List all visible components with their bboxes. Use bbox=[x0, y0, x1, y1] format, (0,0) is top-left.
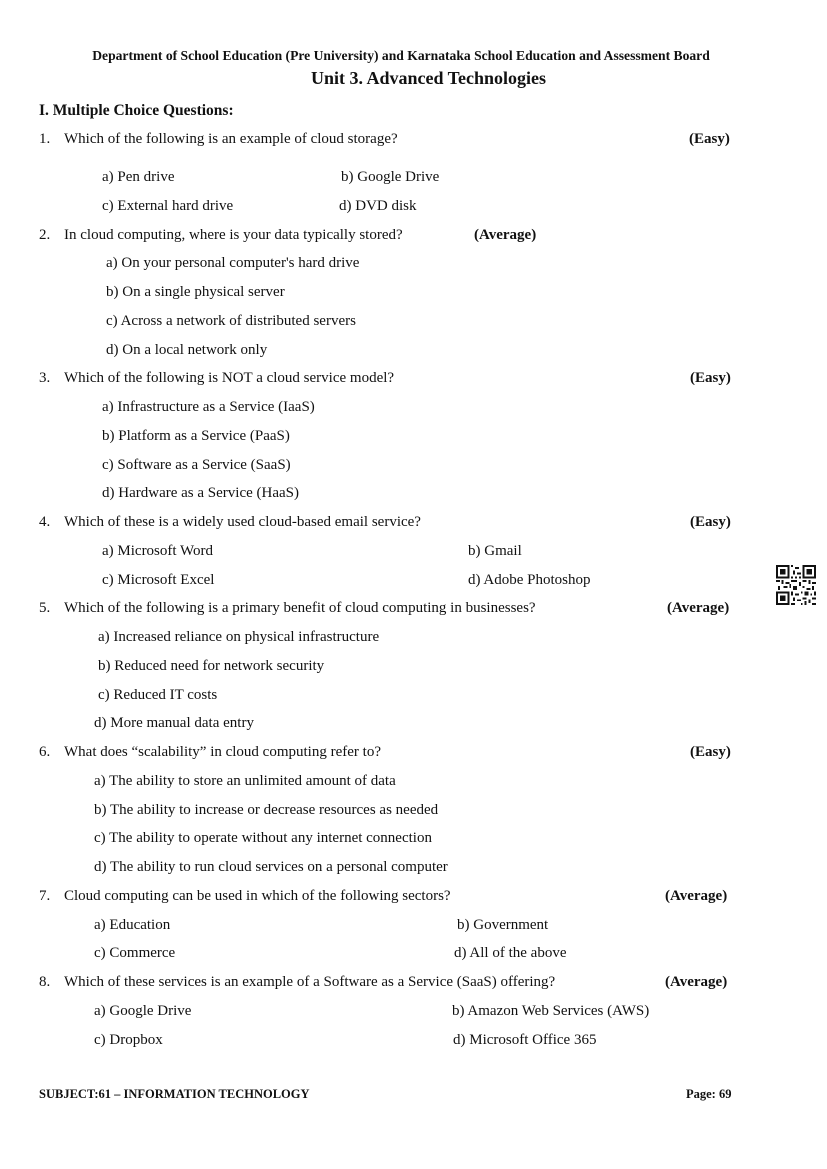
section-title: I. Multiple Choice Questions: bbox=[39, 102, 234, 119]
question-number: 2. bbox=[39, 227, 51, 243]
difficulty-label: (Average) bbox=[665, 888, 728, 904]
option: c) The ability to operate without any internet connection bbox=[94, 830, 432, 846]
option: d) All of the above bbox=[454, 945, 567, 961]
option: c) Reduced IT costs bbox=[98, 687, 218, 703]
option: b) Amazon Web Services (AWS) bbox=[452, 1003, 650, 1019]
option: b) Google Drive bbox=[341, 169, 440, 185]
question-text: Which of these services is an example of a Software as a Service (SaaS) offering? bbox=[64, 974, 556, 990]
option: d) Microsoft Office 365 bbox=[453, 1032, 597, 1048]
option: d) Adobe Photoshop bbox=[468, 572, 591, 588]
option: c) Commerce bbox=[94, 945, 176, 961]
question-number: 7. bbox=[39, 888, 51, 904]
option: d) Hardware as a Service (HaaS) bbox=[102, 485, 299, 501]
option: a) The ability to store an unlimited amount of data bbox=[94, 773, 396, 789]
difficulty-label: (Average) bbox=[665, 974, 728, 990]
option: b) On a single physical server bbox=[106, 284, 285, 300]
difficulty-label: (Average) bbox=[474, 227, 537, 243]
option: a) Infrastructure as a Service (IaaS) bbox=[102, 399, 315, 415]
option: d) The ability to run cloud services on a personal computer bbox=[94, 859, 448, 875]
difficulty-label: (Easy) bbox=[690, 514, 731, 530]
question-text: What does “scalability” in cloud computing refer to? bbox=[64, 744, 381, 760]
option: c) Across a network of distributed servers bbox=[106, 313, 356, 329]
option: b) Gmail bbox=[468, 543, 522, 559]
question-number: 1. bbox=[39, 131, 51, 147]
option: a) Pen drive bbox=[102, 169, 175, 185]
option: b) Government bbox=[457, 917, 549, 933]
question-text: Which of the following is an example of cloud storage? bbox=[64, 131, 398, 147]
question-number: 8. bbox=[39, 974, 51, 990]
footer-subject: SUBJECT:61 – INFORMATION TECHNOLOGY bbox=[39, 1087, 310, 1101]
difficulty-label: (Easy) bbox=[690, 744, 731, 760]
difficulty-label: (Easy) bbox=[689, 131, 730, 147]
question-number: 6. bbox=[39, 744, 51, 760]
qr-code-icon bbox=[776, 565, 816, 605]
option: c) Software as a Service (SaaS) bbox=[102, 457, 291, 473]
question-text: Cloud computing can be used in which of the following sectors? bbox=[64, 888, 451, 904]
difficulty-label: (Average) bbox=[667, 600, 730, 616]
option: a) Increased reliance on physical infrastructure bbox=[98, 629, 380, 645]
department-header: Department of School Education (Pre University) and Karnataka School Education and Assessment Board bbox=[92, 48, 710, 63]
question-number: 3. bbox=[39, 370, 51, 386]
option: d) DVD disk bbox=[339, 198, 417, 214]
option: b) The ability to increase or decrease resources as needed bbox=[94, 802, 439, 818]
option: d) More manual data entry bbox=[94, 715, 254, 731]
question-text: In cloud computing, where is your data typically stored? bbox=[64, 227, 403, 243]
page-number: Page: 69 bbox=[686, 1087, 732, 1101]
question-text: Which of the following is a primary benefit of cloud computing in businesses? bbox=[64, 600, 536, 616]
option: a) Google Drive bbox=[94, 1003, 192, 1019]
question-text: Which of the following is NOT a cloud service model? bbox=[64, 370, 395, 386]
option: c) External hard drive bbox=[102, 198, 234, 214]
option: c) Dropbox bbox=[94, 1032, 163, 1048]
option: b) Platform as a Service (PaaS) bbox=[102, 428, 290, 444]
option: a) Microsoft Word bbox=[102, 543, 213, 559]
option: d) On a local network only bbox=[106, 342, 268, 358]
difficulty-label: (Easy) bbox=[690, 370, 731, 386]
option: a) On your personal computer's hard drive bbox=[106, 255, 360, 271]
question-text: Which of these is a widely used cloud-based email service? bbox=[64, 514, 421, 530]
question-number: 5. bbox=[39, 600, 51, 616]
page-title: Unit 3. Advanced Technologies bbox=[310, 68, 547, 88]
option: c) Microsoft Excel bbox=[102, 572, 215, 588]
question-number: 4. bbox=[39, 514, 51, 530]
option: b) Reduced need for network security bbox=[98, 658, 325, 674]
option: a) Education bbox=[94, 917, 171, 933]
